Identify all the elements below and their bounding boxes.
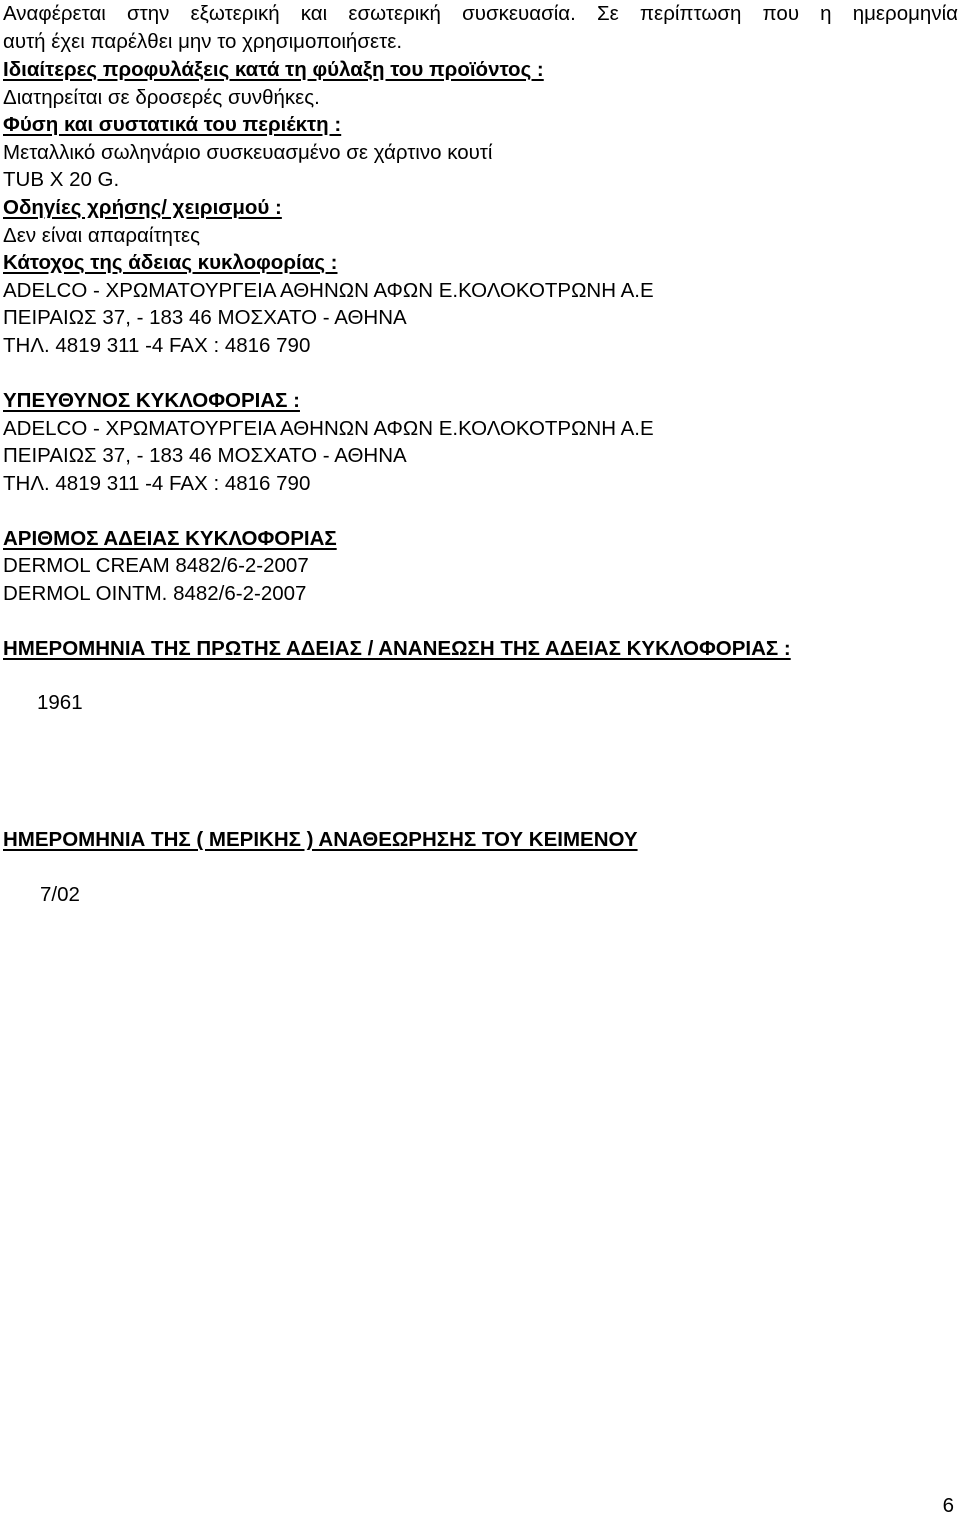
holder-heading: Κάτοχος της άδειας κυκλοφορίας :	[3, 251, 338, 274]
revision-heading: ΗΜΕΡΟΜΗΝΙΑ ΤΗΣ ( ΜΕΡΙΚΗΣ ) ΑΝΑΘΕΩΡΗΣΗΣ ΤΟΥ ΚΕΙΜΕΝΟΥ	[3, 828, 638, 851]
first-license-date: 1961	[37, 691, 83, 714]
container-heading: Φύση και συστατικά του περιέκτη :	[3, 113, 342, 136]
responsible-heading: ΥΠΕΥΘΥΝΟΣ ΚΥΚΛΟΦΟΡΙΑΣ :	[3, 389, 300, 412]
container-text-1: Μεταλλικό σωληνάριο συσκευασμένο σε χάρτινο κουτί	[3, 141, 493, 164]
revision-date: 7/02	[40, 883, 80, 906]
holder-name: ADELCO - ΧΡΩΜΑΤΟΥΡΓΕΙΑ ΑΘΗΝΩΝ ΑΦΩΝ Ε.ΚΟΛΟΚΟΤΡΩΝΗ Α.Ε	[3, 279, 654, 302]
holder-address: ΠΕΙΡΑΙΩΣ 37, - 183 46 ΜΟΣΧΑΤΟ - ΑΘΗΝΑ	[3, 306, 407, 329]
instructions-heading: Οδηγίες χρήσης/ χειρισμού :	[3, 196, 282, 219]
responsible-name: ADELCO - ΧΡΩΜΑΤΟΥΡΓΕΙΑ ΑΘΗΝΩΝ ΑΦΩΝ Ε.ΚΟΛΟΚΟΤΡΩΝΗ Α.Ε	[3, 417, 654, 440]
page-number: 6	[942, 1494, 954, 1517]
intro-line-2: αυτή έχει παρέλθει μην το χρησιμοποιήσετε.	[3, 30, 403, 53]
container-text-2: TUB X 20 G.	[3, 168, 120, 191]
first-license-heading: ΗΜΕΡΟΜΗΝΙΑ ΤΗΣ ΠΡΩΤΗΣ ΑΔΕΙΑΣ / ΑΝΑΝΕΩΣΗ ΤΗΣ ΑΔΕΙΑΣ ΚΥΚΛΟΦΟΡΙΑΣ :	[3, 637, 791, 660]
responsible-address: ΠΕΙΡΑΙΩΣ 37, - 183 46 ΜΟΣΧΑΤΟ - ΑΘΗΝΑ	[3, 444, 407, 467]
license-cream: DERMOL CREAM 8482/6-2-2007	[3, 554, 309, 577]
instructions-text: Δεν είναι απαραίτητες	[3, 224, 201, 247]
responsible-phone: ΤΗΛ. 4819 311 -4 FAX : 4816 790	[3, 472, 311, 495]
storage-text: Διατηρείται σε δροσερές συνθήκες.	[3, 86, 320, 109]
holder-phone: ΤΗΛ. 4819 311 -4 FAX : 4816 790	[3, 334, 311, 357]
intro-line-1: Αναφέρεται στην εξωτερική και εσωτερική συσκευασία. Σε περίπτωση που η ημερομηνία	[3, 2, 958, 25]
license-ointment: DERMOL OINTM. 8482/6-2-2007	[3, 582, 307, 605]
storage-heading: Ιδιαίτερες προφυλάξεις κατά τη φύλαξη του προϊόντος :	[3, 58, 544, 81]
license-heading: ΑΡΙΘΜΟΣ ΑΔΕΙΑΣ ΚΥΚΛΟΦΟΡΙΑΣ	[3, 527, 337, 550]
